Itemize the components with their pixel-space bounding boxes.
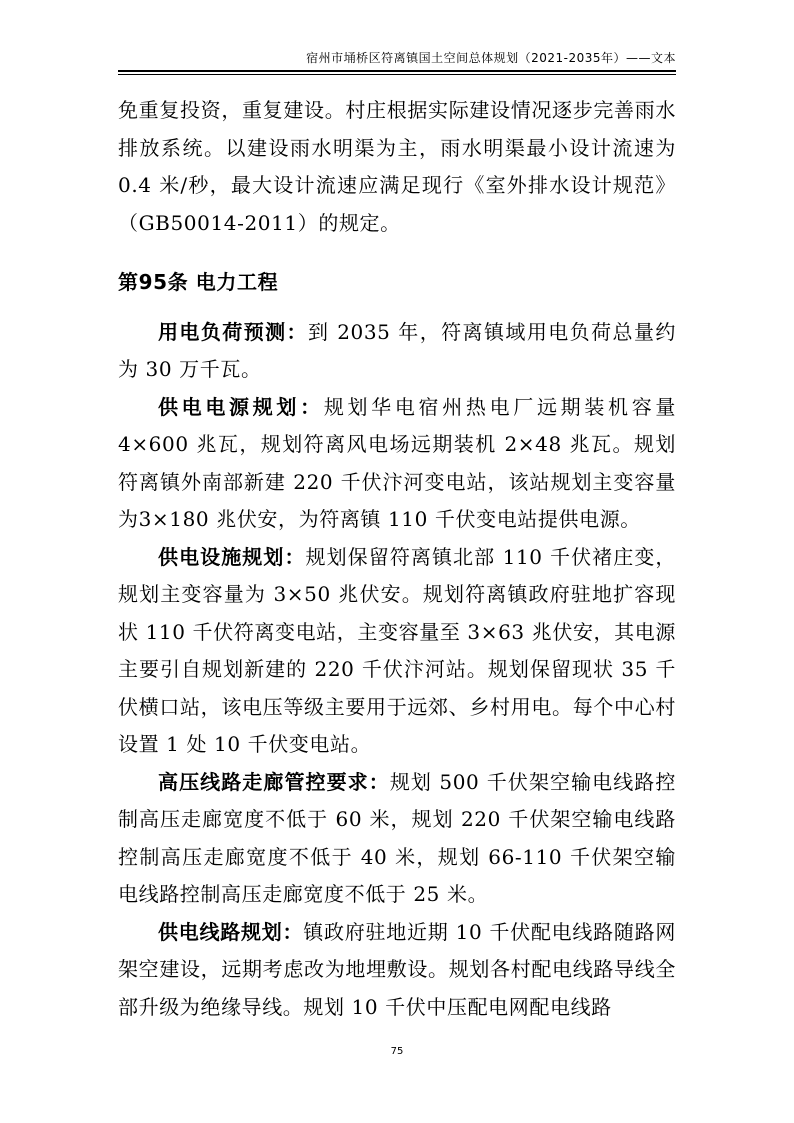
paragraph-hv-corridor	[118, 764, 676, 914]
section-heading: 第95条 电力工程	[118, 270, 279, 294]
paragraph-power-source	[118, 389, 676, 539]
document-body	[118, 92, 676, 1026]
paragraph-supply-lines	[118, 914, 676, 1027]
paragraph-lead: 供电设施规划：	[158, 544, 306, 569]
page-number: 75	[390, 1046, 404, 1057]
header-rule-thick	[118, 70, 676, 72]
running-header: 宿州市埇桥区符离镇国土空间总体规划（2021-2035年）——文本	[306, 51, 676, 65]
continuation-paragraph: 免重复投资，重复建设。村庄根据实际建设情况逐步完善雨水排放系统。以建设雨水明渠为主，雨水明渠最小设计流速为 0.4 米/秒，最大设计流速应满足现行《室外排水设计规范》（GB50014-2011）的规定。	[118, 98, 676, 235]
paragraph-lead: 用电负荷预测：	[158, 319, 308, 344]
paragraph-lead: 供电电源规划：	[158, 394, 324, 419]
paragraph-lead: 供电线路规划：	[158, 919, 304, 944]
paragraph-lead: 高压线路走廊管控要求：	[158, 769, 390, 794]
paragraph-supply-facilities	[118, 539, 676, 764]
paragraph-load-forecast	[118, 314, 676, 389]
paragraph-text: 规划华电宿州热电厂远期装机容量4×600 兆瓦，规划符离风电场远期装机 2×48 兆瓦。规划符离镇外南部新建 220 千伏汴河变电站，该站规划主变容量为3×180 兆伏安，为符离镇 110 千伏变电站提供电源。	[118, 394, 677, 531]
paragraph-text: 镇政府驻地近期 10 千伏配电线路随路网架空建设，远期考虑改为地埋敷设。规划各村配电线路导线全部升级为绝缘导线。规划 10 千伏中压配电网配电线路	[118, 919, 676, 1019]
paragraph-text: 规划保留符离镇北部 110 千伏褚庄变，规划主变容量为 3×50 兆伏安。规划符离镇政府驻地扩容现状 110 千伏符离变电站，主变容量至 3×63 兆伏安，其电源主要引自规划新建的 220 千伏汴河站。规划保留现状 35 千伏横口站，该电压等级主要用于远郊、乡村用电。每个中心村设置 1 处 10 千伏变电站。	[118, 544, 677, 756]
paragraph-text: 规划 500 千伏架空输电线路控制高压走廊宽度不低于 60 米，规划 220 千伏架空输电线路控制高压走廊宽度不低于 40 米，规划 66-110 千伏架空输电线路控制高压走廊宽度不低于 25 米。	[118, 769, 676, 906]
paragraph-text: 到 2035 年，符离镇域用电负荷总量约为 30 万千瓦。	[118, 319, 676, 381]
header-rule-thin	[118, 74, 676, 75]
